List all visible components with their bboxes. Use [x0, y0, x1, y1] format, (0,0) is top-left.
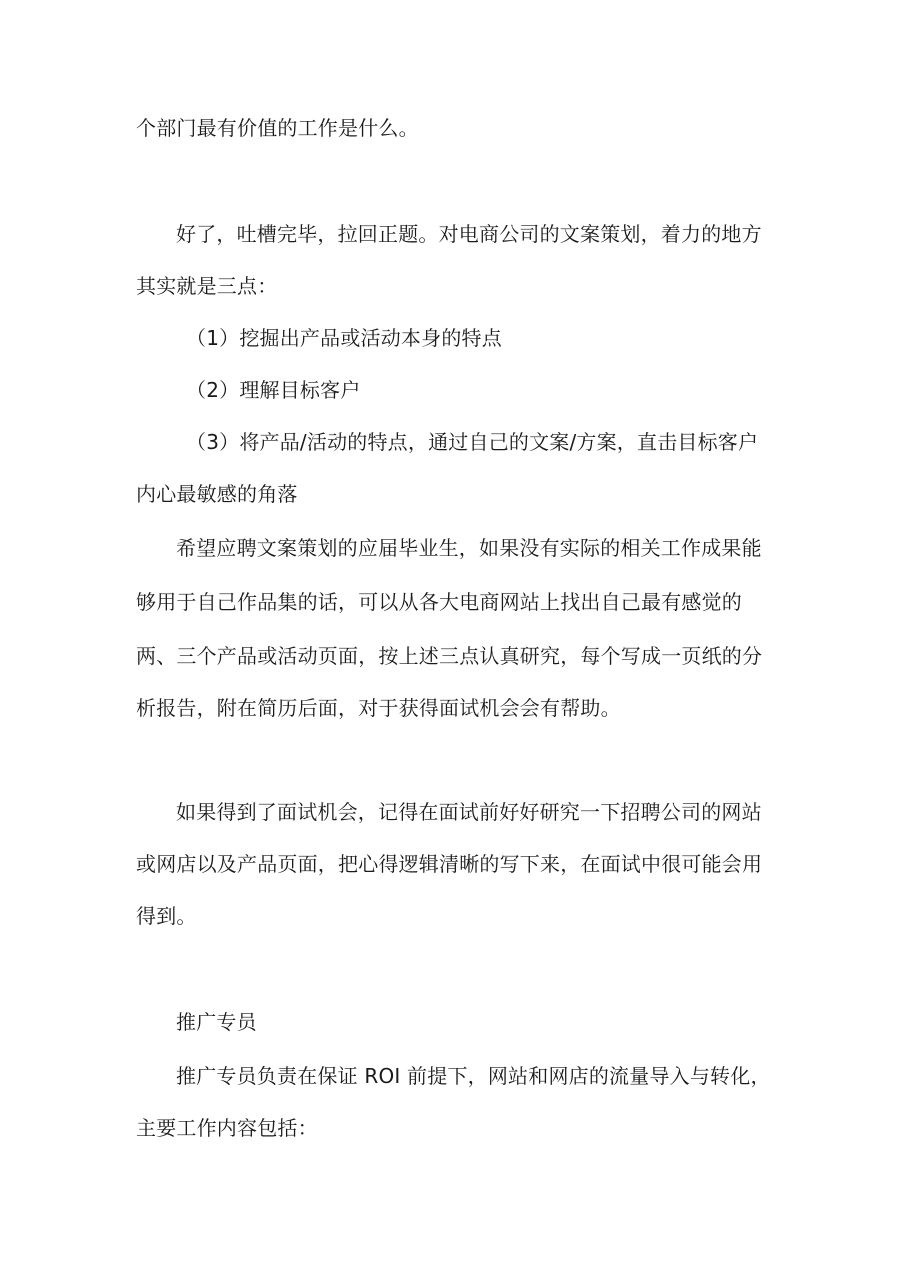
- list-item: （1）挖掘出产品或活动本身的特点: [186, 326, 502, 350]
- paragraph-line: 推广专员负责在保证 ROI 前提下，网站和网店的流量导入与转化，: [176, 1064, 771, 1088]
- paragraph-line: 两、三个产品或活动页面，按上述三点认真研究，每个写成一页纸的分: [136, 644, 763, 668]
- section-heading: 推广专员: [176, 1010, 257, 1034]
- paragraph-line: 个部门最有价值的工作是什么。: [136, 116, 419, 140]
- paragraph-line: 析报告，附在简历后面，对于获得面试机会会有帮助。: [136, 696, 621, 720]
- paragraph-line: 够用于自己作品集的话，可以从各大电商网站上找出自己最有感觉的: [136, 590, 742, 614]
- paragraph-line: 得到。: [136, 904, 197, 928]
- list-item: （3）将产品/活动的特点，通过自己的文案/方案，直击目标客户: [186, 430, 759, 454]
- paragraph-line: 如果得到了面试机会，记得在面试前好好研究一下招聘公司的网站: [176, 800, 762, 824]
- paragraph-line: 主要工作内容包括：: [136, 1116, 318, 1140]
- paragraph-line: 好了，吐槽完毕，拉回正题。对电商公司的文案策划，着力的地方: [176, 222, 762, 246]
- paragraph-line: 希望应聘文案策划的应届毕业生，如果没有实际的相关工作成果能: [176, 536, 762, 560]
- paragraph-line: 或网店以及产品页面，把心得逻辑清晰的写下来，在面试中很可能会用: [136, 852, 763, 876]
- list-item: （2）理解目标客户: [186, 378, 361, 402]
- paragraph-line: 内心最敏感的角落: [136, 482, 298, 506]
- paragraph-line: 其实就是三点：: [136, 274, 278, 298]
